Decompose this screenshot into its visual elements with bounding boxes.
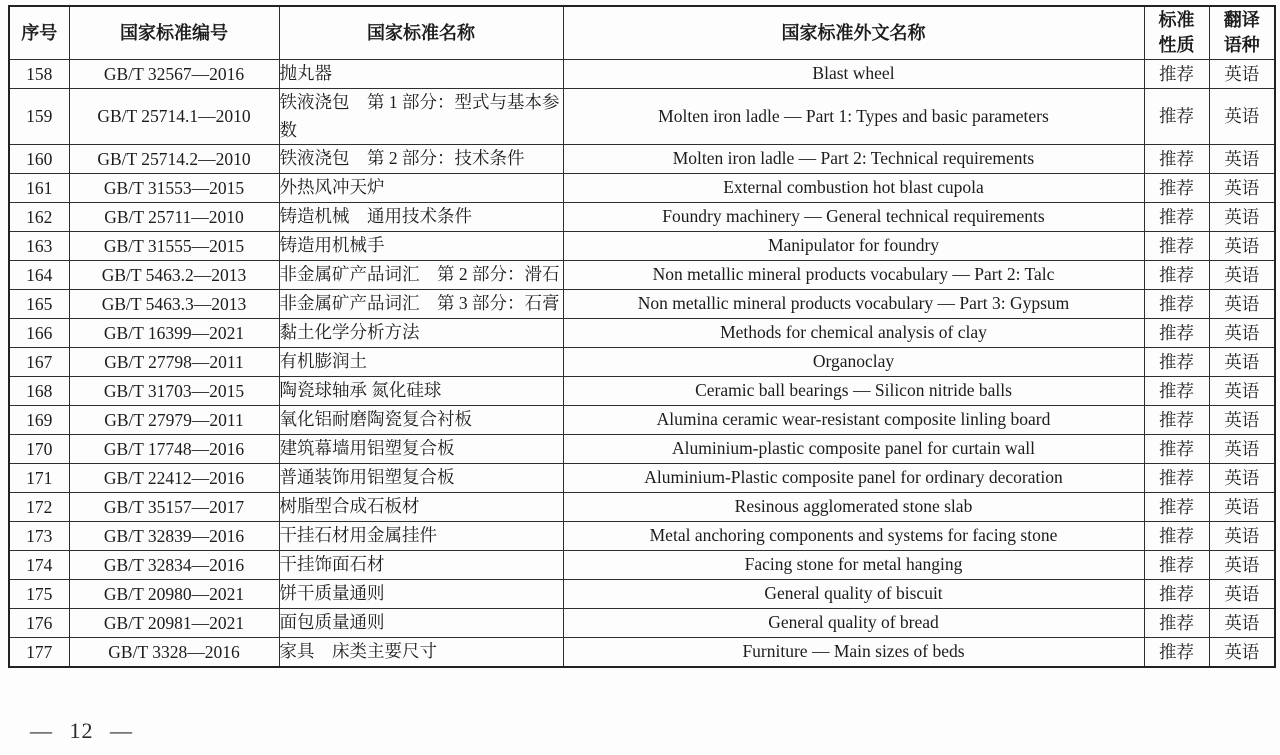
table-row	[9, 203, 1275, 232]
row-standard-nature: 推荐	[1144, 60, 1209, 89]
table-row	[9, 435, 1275, 464]
row-standard-nature: 推荐	[1144, 203, 1209, 232]
row-standard-name-en: Metal anchoring components and systems for facing stone	[563, 522, 1144, 551]
header-standard-nature	[1144, 6, 1209, 60]
header-translation-language	[1209, 6, 1275, 60]
row-standard-nature: 推荐	[1144, 145, 1209, 174]
table-body	[9, 60, 1275, 668]
row-serial-number: 173	[9, 522, 69, 551]
row-serial-number: 176	[9, 609, 69, 638]
row-standard-name-en: Foundry machinery — General technical requirements	[563, 203, 1144, 232]
row-standard-nature: 推荐	[1144, 232, 1209, 261]
row-standard-code: GB/T 22412—2016	[69, 464, 279, 493]
row-standard-name-cn: 有机膨润土	[279, 348, 563, 377]
header-standard-nature-line2: 性质	[1158, 35, 1195, 55]
row-standard-nature: 推荐	[1144, 261, 1209, 290]
row-standard-nature: 推荐	[1144, 406, 1209, 435]
row-translation-language: 英语	[1209, 319, 1275, 348]
row-serial-number: 169	[9, 406, 69, 435]
row-standard-name-cn: 铁液浇包 第 1 部分：型式与基本参数	[279, 89, 563, 145]
header-serial-number: 序号	[9, 6, 69, 60]
header-translation-language-line2: 语种	[1223, 35, 1260, 55]
table-row	[9, 261, 1275, 290]
header-standard-name-cn: 国家标准名称	[279, 6, 563, 60]
table-header	[9, 6, 1275, 60]
row-serial-number: 167	[9, 348, 69, 377]
row-standard-name-cn: 铁液浇包 第 2 部分：技术条件	[279, 145, 563, 174]
row-standard-code: GB/T 25714.2—2010	[69, 145, 279, 174]
row-standard-name-en: Blast wheel	[563, 60, 1144, 89]
row-translation-language: 英语	[1209, 60, 1275, 89]
row-serial-number: 158	[9, 60, 69, 89]
row-standard-nature: 推荐	[1144, 174, 1209, 203]
row-standard-code: GB/T 32834—2016	[69, 551, 279, 580]
row-translation-language: 英语	[1209, 89, 1275, 145]
row-serial-number: 164	[9, 261, 69, 290]
row-standard-name-en: Non metallic mineral products vocabulary — Part 2: Talc	[563, 261, 1144, 290]
row-serial-number: 160	[9, 145, 69, 174]
row-translation-language: 英语	[1209, 609, 1275, 638]
row-standard-nature: 推荐	[1144, 493, 1209, 522]
row-standard-nature: 推荐	[1144, 348, 1209, 377]
row-standard-name-en: Aluminium-plastic composite panel for curtain wall	[563, 435, 1144, 464]
row-serial-number: 170	[9, 435, 69, 464]
row-standard-code: GB/T 31555—2015	[69, 232, 279, 261]
header-translation-language-line1: 翻译	[1223, 10, 1260, 30]
row-serial-number: 163	[9, 232, 69, 261]
row-standard-nature: 推荐	[1144, 435, 1209, 464]
row-translation-language: 英语	[1209, 261, 1275, 290]
table-row	[9, 493, 1275, 522]
row-translation-language: 英语	[1209, 435, 1275, 464]
row-standard-name-en: External combustion hot blast cupola	[563, 174, 1144, 203]
row-serial-number: 161	[9, 174, 69, 203]
row-standard-nature: 推荐	[1144, 580, 1209, 609]
row-serial-number: 165	[9, 290, 69, 319]
row-serial-number: 175	[9, 580, 69, 609]
row-standard-nature: 推荐	[1144, 609, 1209, 638]
table-row	[9, 348, 1275, 377]
header-standard-nature-line1: 标准	[1158, 10, 1195, 30]
table-row	[9, 60, 1275, 89]
row-translation-language: 英语	[1209, 348, 1275, 377]
table-row	[9, 406, 1275, 435]
table-row	[9, 638, 1275, 668]
table-row	[9, 319, 1275, 348]
table-row	[9, 580, 1275, 609]
row-standard-name-cn: 普通装饰用铝塑复合板	[279, 464, 563, 493]
row-translation-language: 英语	[1209, 522, 1275, 551]
row-standard-name-cn: 家具 床类主要尺寸	[279, 638, 563, 668]
row-standard-name-en: Methods for chemical analysis of clay	[563, 319, 1144, 348]
row-translation-language: 英语	[1209, 406, 1275, 435]
row-standard-name-en: Molten iron ladle — Part 2: Technical requirements	[563, 145, 1144, 174]
row-standard-name-cn: 非金属矿产品词汇 第 3 部分：石膏	[279, 290, 563, 319]
row-standard-name-cn: 干挂饰面石材	[279, 551, 563, 580]
row-translation-language: 英语	[1209, 551, 1275, 580]
row-serial-number: 162	[9, 203, 69, 232]
row-translation-language: 英语	[1209, 580, 1275, 609]
table-row	[9, 377, 1275, 406]
row-standard-nature: 推荐	[1144, 377, 1209, 406]
row-serial-number: 159	[9, 89, 69, 145]
row-standard-code: GB/T 27798—2011	[69, 348, 279, 377]
row-standard-code: GB/T 20981—2021	[69, 609, 279, 638]
row-standard-code: GB/T 31553—2015	[69, 174, 279, 203]
header-standard-code: 国家标准编号	[69, 6, 279, 60]
row-standard-name-cn: 氧化铝耐磨陶瓷复合衬板	[279, 406, 563, 435]
row-serial-number: 171	[9, 464, 69, 493]
row-standard-name-en: Ceramic ball bearings — Silicon nitride balls	[563, 377, 1144, 406]
row-standard-code: GB/T 20980—2021	[69, 580, 279, 609]
table-row	[9, 551, 1275, 580]
row-translation-language: 英语	[1209, 145, 1275, 174]
standards-table	[8, 5, 1276, 668]
row-standard-code: GB/T 25714.1—2010	[69, 89, 279, 145]
row-standard-name-cn: 干挂石材用金属挂件	[279, 522, 563, 551]
row-standard-name-en: Resinous agglomerated stone slab	[563, 493, 1144, 522]
row-standard-name-en: Facing stone for metal hanging	[563, 551, 1144, 580]
row-standard-name-cn: 黏土化学分析方法	[279, 319, 563, 348]
table-row	[9, 464, 1275, 493]
header-row	[9, 6, 1275, 60]
row-standard-nature: 推荐	[1144, 522, 1209, 551]
row-standard-nature: 推荐	[1144, 319, 1209, 348]
row-standard-name-en: Non metallic mineral products vocabulary — Part 3: Gypsum	[563, 290, 1144, 319]
row-translation-language: 英语	[1209, 493, 1275, 522]
table-row	[9, 174, 1275, 203]
row-standard-code: GB/T 32839—2016	[69, 522, 279, 551]
row-standard-code: GB/T 31703—2015	[69, 377, 279, 406]
row-standard-name-en: Furniture — Main sizes of beds	[563, 638, 1144, 668]
row-standard-name-en: General quality of bread	[563, 609, 1144, 638]
row-standard-code: GB/T 17748—2016	[69, 435, 279, 464]
row-standard-code: GB/T 32567—2016	[69, 60, 279, 89]
row-standard-name-en: Organoclay	[563, 348, 1144, 377]
row-standard-name-cn: 树脂型合成石板材	[279, 493, 563, 522]
table-row	[9, 89, 1275, 145]
row-translation-language: 英语	[1209, 464, 1275, 493]
row-standard-code: GB/T 5463.3—2013	[69, 290, 279, 319]
row-standard-name-en: Alumina ceramic wear-resistant composite linling board	[563, 406, 1144, 435]
table-row	[9, 290, 1275, 319]
row-standard-name-cn: 面包质量通则	[279, 609, 563, 638]
row-standard-name-cn: 外热风冲天炉	[279, 174, 563, 203]
row-standard-code: GB/T 16399—2021	[69, 319, 279, 348]
table-row	[9, 522, 1275, 551]
row-standard-name-cn: 建筑幕墙用铝塑复合板	[279, 435, 563, 464]
table-row	[9, 145, 1275, 174]
row-standard-name-cn: 饼干质量通则	[279, 580, 563, 609]
row-standard-name-en: Molten iron ladle — Part 1: Types and basic parameters	[563, 89, 1144, 145]
table-row	[9, 609, 1275, 638]
row-standard-nature: 推荐	[1144, 551, 1209, 580]
page-number: — 12 —	[30, 718, 133, 743]
row-translation-language: 英语	[1209, 232, 1275, 261]
row-standard-code: GB/T 27979—2011	[69, 406, 279, 435]
row-serial-number: 172	[9, 493, 69, 522]
row-standard-name-cn: 非金属矿产品词汇 第 2 部分：滑石	[279, 261, 563, 290]
header-standard-name-foreign: 国家标准外文名称	[563, 6, 1144, 60]
row-serial-number: 166	[9, 319, 69, 348]
row-standard-name-en: General quality of biscuit	[563, 580, 1144, 609]
row-standard-code: GB/T 5463.2—2013	[69, 261, 279, 290]
row-standard-name-cn: 铸造机械 通用技术条件	[279, 203, 563, 232]
row-standard-code: GB/T 35157—2017	[69, 493, 279, 522]
row-standard-nature: 推荐	[1144, 89, 1209, 145]
row-translation-language: 英语	[1209, 377, 1275, 406]
row-translation-language: 英语	[1209, 174, 1275, 203]
row-standard-code: GB/T 25711—2010	[69, 203, 279, 232]
row-translation-language: 英语	[1209, 290, 1275, 319]
row-standard-nature: 推荐	[1144, 464, 1209, 493]
row-translation-language: 英语	[1209, 203, 1275, 232]
row-standard-name-en: Aluminium-Plastic composite panel for ordinary decoration	[563, 464, 1144, 493]
row-standard-code: GB/T 3328—2016	[69, 638, 279, 668]
row-standard-name-en: Manipulator for foundry	[563, 232, 1144, 261]
row-serial-number: 168	[9, 377, 69, 406]
row-standard-name-cn: 铸造用机械手	[279, 232, 563, 261]
row-standard-nature: 推荐	[1144, 290, 1209, 319]
row-standard-name-cn: 陶瓷球轴承 氮化硅球	[279, 377, 563, 406]
table-row	[9, 232, 1275, 261]
row-serial-number: 177	[9, 638, 69, 668]
row-translation-language: 英语	[1209, 638, 1275, 668]
row-serial-number: 174	[9, 551, 69, 580]
row-standard-nature: 推荐	[1144, 638, 1209, 668]
row-standard-name-cn: 抛丸器	[279, 60, 563, 89]
